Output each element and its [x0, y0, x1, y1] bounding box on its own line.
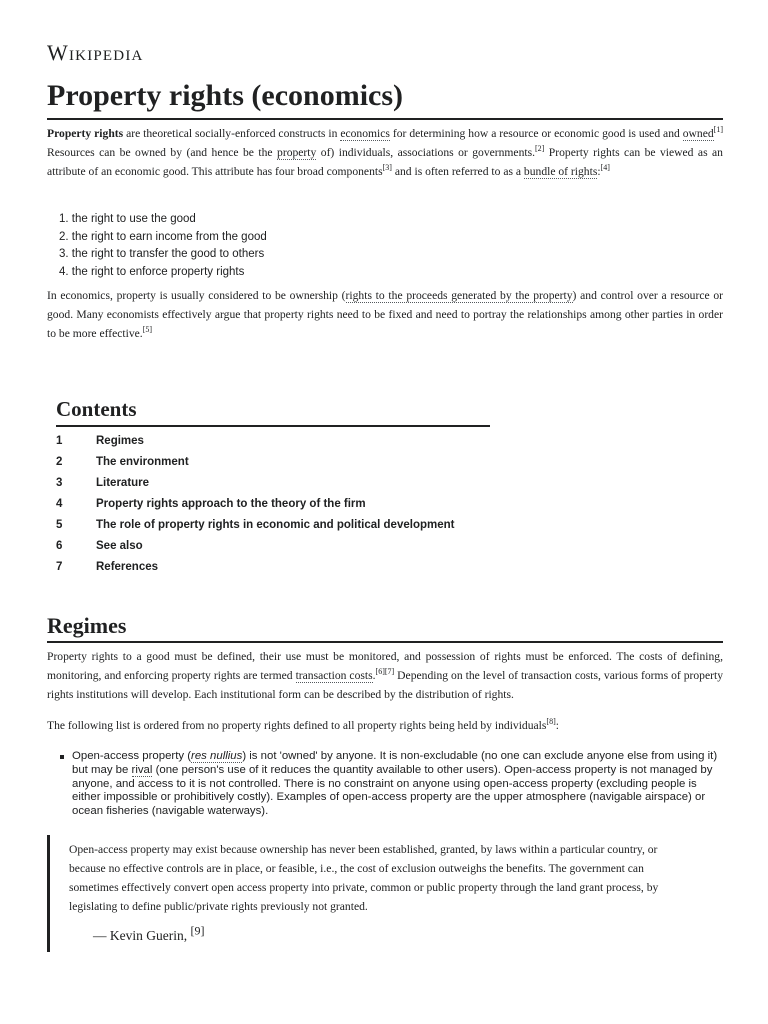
toc-number: 7 [56, 561, 63, 573]
ref-8[interactable]: [8] [546, 717, 556, 727]
toc-item-theory-of-firm[interactable] [56, 494, 490, 515]
toc-label: The environment [96, 456, 189, 468]
toc-number: 4 [56, 498, 63, 510]
link-economics[interactable]: economics [340, 127, 390, 140]
ref-2[interactable]: [2] [535, 144, 545, 154]
bullet-text: Open-access property ( [72, 750, 192, 762]
list-item [59, 750, 723, 819]
quote-author: — Kevin Guerin, [93, 928, 188, 943]
list-item: 2. the right to earn income from the good [59, 230, 267, 243]
lead-text: and is often referred to as a [391, 165, 524, 178]
lead-bold-term: Property rights [47, 127, 124, 140]
toc-item-regimes[interactable] [56, 431, 490, 452]
ownership-paragraph [47, 286, 723, 343]
paragraph-text: In economics, property is usually considered to be ownership ( [47, 289, 346, 302]
toc-label: The role of property rights in economic and political development [96, 519, 455, 531]
wikipedia-wordmark[interactable]: Wikipedia [47, 40, 144, 65]
toc-number: 6 [56, 540, 63, 552]
regimes-paragraph [47, 647, 723, 704]
lead-text: for determining how a resource or economic good is used and [389, 127, 683, 140]
toc-label: Property rights approach to the theory of the firm [96, 498, 366, 510]
toc-list [56, 431, 490, 578]
toc-number: 2 [56, 456, 63, 468]
paragraph-text: The following list is ordered from no property rights defined to all property rights being held by individuals [47, 719, 547, 732]
regimes-list-intro [47, 716, 723, 735]
toc-label: Literature [96, 477, 150, 489]
link-bundle-of-rights[interactable]: bundle of rights [523, 165, 598, 178]
page-title: Property rights (economics) [47, 78, 723, 120]
toc-item-see-also[interactable] [56, 536, 490, 557]
toc-label: References [96, 561, 159, 573]
paragraph-text: : [555, 719, 559, 732]
ref-4[interactable]: [4] [600, 163, 610, 173]
list-item: 4. the right to enforce property rights [59, 265, 245, 278]
blockquote [47, 835, 723, 952]
toc-item-environment[interactable] [56, 452, 490, 473]
toc-label: See also [96, 540, 143, 552]
link-res-nullius[interactable]: res nullius [191, 750, 243, 762]
link-owned[interactable]: owned [682, 127, 714, 140]
toc-item-development[interactable] [56, 515, 490, 536]
lead-text: Resources can be owned by (and hence be the [47, 146, 278, 159]
toc-number: 3 [56, 477, 63, 489]
toc-number: 1 [56, 435, 63, 447]
toc-title: Contents [56, 395, 490, 427]
ref-3[interactable]: [3] [382, 163, 392, 173]
quote-text: Open-access property may exist because ownership has never been established, granted, by laws within a particular country, or because no effective controls are in place, or feasible, i.e., the cost of exclusion outweighs the benefits. The government can sometimes effectively convert open access property into private, common or public property through the land grant process, by legislating to define public/private rights previously not granted. [69, 843, 659, 913]
section-heading-regimes: Regimes [47, 612, 723, 643]
link-property[interactable]: property [277, 146, 317, 159]
ref-9[interactable]: [9] [190, 923, 205, 938]
link-rights-to-proceeds[interactable]: rights to the proceeds generated by the property [345, 289, 573, 302]
ref-1[interactable]: [1] [713, 125, 723, 135]
regimes-bullet-list [59, 750, 723, 819]
lead-text: of) individuals, associations or governments. [316, 146, 536, 159]
list-item: 3. the right to transfer the good to others [59, 248, 265, 260]
ref-7[interactable]: [7] [384, 667, 395, 677]
toc-item-references[interactable] [56, 557, 490, 578]
toc-item-literature[interactable] [56, 473, 490, 494]
lead-paragraph [47, 124, 723, 181]
lead-text: are theoretical socially-enforced constructs in [123, 127, 341, 140]
toc-number: 5 [56, 519, 63, 531]
paragraph-text: Property rights to a good must be defined, their use must be monitored, and possession of rights must be enforced. The costs of defining, monitoring, and enforcing property rights are termed [47, 650, 723, 682]
lead-text: : [597, 165, 601, 178]
bullet-text: ) is not 'owned' by anyone. It is non-excludable (no one can exclude anyone else from using it) but may be [72, 750, 718, 776]
paragraph-text: Depending on the level of transaction costs, various forms of property rights institutions will develop. Each institutional form can be described by the distribution of rights. [47, 669, 723, 701]
ref-5[interactable]: [5] [142, 325, 153, 335]
bullet-text: (one person's use of it reduces the quantity available to other users). Open-access property is not managed by anyone, and access to it is not controlled. There is no constraint on anyone using open-access property (excluding people is either impossible or prohibitively costly). Examples of open-access property are the upper atmosphere (navigable airspace) or ocean fisheries (navigable waterways). [72, 763, 713, 818]
paragraph-text: . [372, 669, 376, 682]
link-rival[interactable]: rival [131, 763, 153, 776]
rights-list [57, 211, 267, 281]
toc-label: Regimes [96, 435, 144, 447]
lead-text: Property rights can be viewed as an attribute of an economic good. This attribute has four broad components [47, 146, 723, 178]
table-of-contents [56, 395, 490, 578]
paragraph-text: ) and control over a resource or good. Many economists effectively argue that property rights need to be fixed and need to portray the relationships among other parties in order to be more effective. [47, 289, 724, 340]
link-transaction-costs[interactable]: transaction costs [295, 669, 373, 682]
list-item: 1. the right to use the good [59, 213, 196, 225]
quote-citation [93, 923, 723, 944]
ref-6[interactable]: [6] [375, 667, 385, 677]
